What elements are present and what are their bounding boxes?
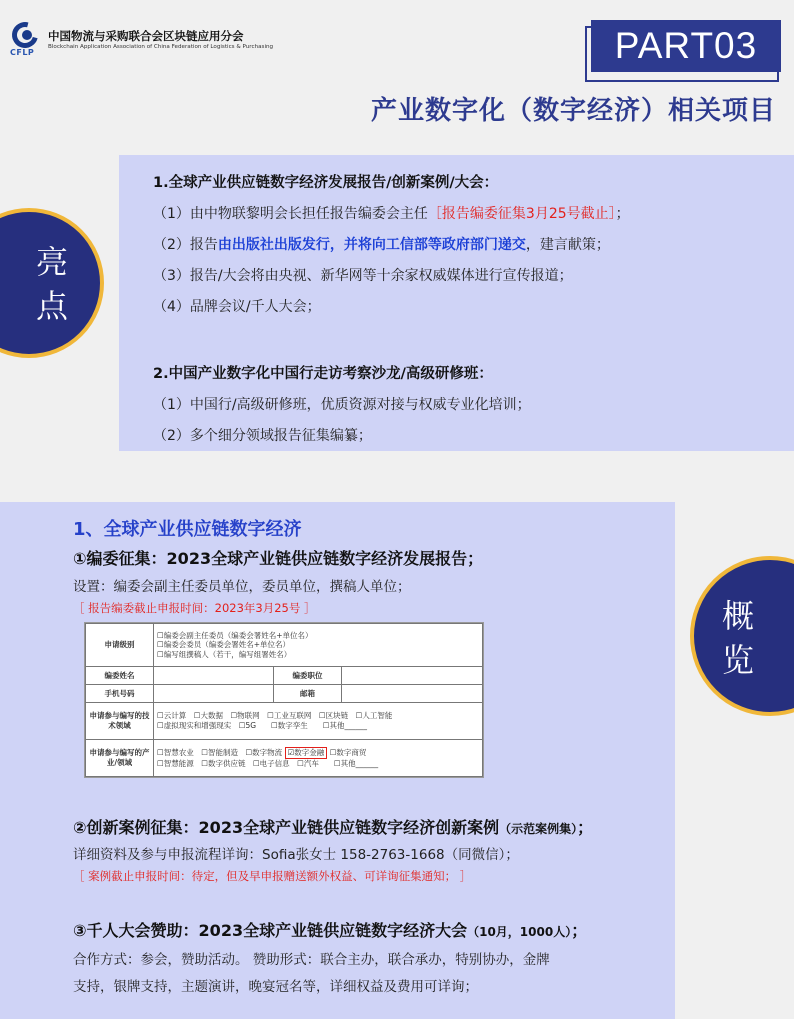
page-title: 产业数字化（数字经济）相关项目 (370, 96, 776, 126)
selected-option-highlight: ☑数字金融 (285, 747, 328, 759)
p3-line-1: 合作方式：参会，赞助活动。 赞助形式：联合主办，联合承办，特别协办，金牌 (73, 952, 550, 968)
highlights-section2-title: 2.中国产业数字化中国行走访考察沙龙/高级研修班： (153, 366, 493, 382)
highlights-item-2: （2）报告由出版社出版发行，并将向工信部等政府部门递交，建言献策； (153, 237, 610, 253)
highlights-panel (119, 155, 794, 451)
p2-line: 详细资料及参与申报流程详询：Sofia张女士 158-2763-1668（同微信）； (73, 847, 519, 863)
p1-deadline: ［ 报告编委截止申报时间：2023年3月25号 ］ (73, 601, 316, 615)
org-logo (10, 22, 273, 58)
highlights-tag: 亮 点 (0, 208, 104, 358)
p1-line: 设置：编委会副主任委员单位，委员单位，撰稿人单位； (73, 579, 411, 595)
part-badge: PART03 (591, 20, 781, 72)
application-form-image: 申请级别 ☐编委会副主任委员（编委会署姓名+单位名） ☐编委会委员（编委会署姓名+单位名） ☐编写组撰稿人（若干，编写组署姓名） 编委姓名 编委职位 手机号码 邮箱 申请参与编写的技术领域 ☐云计算 ☐大数据 ☐物联网 ☐工业互联网 ☐区块链 ☐人工智能 ☐虚拟现实和增强现实 ☐5G ☐数字孪生 ☐其他______ 申请参与编写的产业/领域 ☐智慧农业 ☐智能制造 ☐数字物流 ☑数字金融 ☐数字商贸 ☐智慧能源 ☐数字供应链 ☐电子信息 ☐汽车 ☐其他______ (84, 622, 484, 778)
highlights-item-6: （2）多个细分领域报告征集编纂； (153, 428, 372, 444)
org-name-cn: 中国物流与采购联合会区块链应用分会 (48, 29, 244, 43)
highlights-item-3: （3）报告/大会将由央视、新华网等十余家权威媒体进行宣传报道； (153, 268, 573, 284)
p3-line-2: 支持，银牌支持，主题演讲，晚宴冠名等，详细权益及费用可详询； (73, 979, 478, 995)
highlights-item-5: （1）中国行/高级研修班，优质资源对接与权威专业化培训； (153, 397, 531, 413)
p3-title: ③千人大会赞助：2023全球产业链供应链数字经济大会（10月，1000人）； (73, 921, 588, 940)
cflp-logo-icon: CFLP (10, 22, 42, 58)
overview-title: 1、全球产业供应链数字经济 (73, 519, 302, 540)
highlights-section1-title: 1.全球产业供应链数字经济发展报告/创新案例/大会： (153, 175, 499, 191)
highlights-item-4: （4）品牌会议/千人大会； (153, 299, 321, 315)
overview-tag: 概 览 (690, 556, 794, 716)
org-name-en: Blockchain Application Association of China Federation of Logistics & Purchasing (48, 44, 274, 50)
p1-title: ①编委征集：2023全球产业链供应链数字经济发展报告； (73, 549, 484, 568)
overview-panel (0, 502, 675, 1019)
highlights-item-1: （1）由中物联黎明会长担任报告编委会主任［报告编委征集3月25号截止］； (153, 206, 630, 222)
p2-title: ②创新案例征集：2023全球产业链供应链数字经济创新案例（示范案例集）； (73, 818, 594, 837)
p2-deadline: ［ 案例截止申报时间：待定，但及早申报赠送额外权益、可详询征集通知； ］ (73, 869, 472, 883)
